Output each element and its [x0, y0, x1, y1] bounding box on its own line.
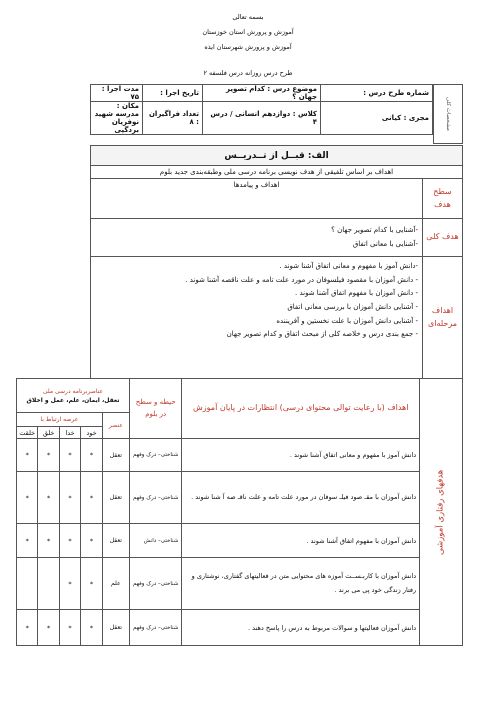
row-bloom: شناختی– درک وفهم	[130, 558, 182, 610]
row-mark: *	[81, 472, 102, 524]
bloom-header: حیطه و سطح در بلوم	[130, 379, 182, 439]
row-mark: *	[17, 610, 38, 646]
exec-duration: مدت اجرا : ۷۵	[91, 85, 143, 102]
table-row	[17, 524, 463, 558]
row-mark: *	[38, 524, 59, 558]
general-info-label: مشخصات کلی	[433, 84, 463, 144]
row-text: دانش آموزان با مقـ صود فیلـ سوفان در مورد علت تامه و علت ناقـ صه آ شنا شوند .	[182, 472, 420, 524]
row-element: تعقل	[102, 439, 129, 472]
table-row	[17, 558, 463, 610]
general-goals-label: هدف کلی	[423, 219, 463, 257]
table-row	[17, 610, 463, 646]
row-bloom: شناختی– درک وفهم	[130, 610, 182, 646]
program-header: عناصربرنامه درسی ملی	[42, 387, 104, 395]
col-creation: خلقت	[17, 427, 38, 439]
row-mark: *	[59, 472, 80, 524]
stage-goal-item: - جمع بندی درس و خلاصه کلی از مبحث اتفاق و کدام تصویر جهان	[226, 330, 418, 339]
row-mark	[38, 558, 59, 610]
place-info: مکان : مدرسه شهید نوفریان بردگپی	[91, 102, 143, 135]
city-line: آموزش و پرورش شهرستان ایذه	[204, 43, 292, 51]
row-mark: *	[38, 610, 59, 646]
row-text: دانش آموزان با کاربـســت آموزه های محتوایی متن در فعالیتهای گفتاری، نوشتاری و رفتار زندگی خود پی می برند .	[182, 558, 420, 610]
program-sub: تعقل، ایمان، علم، عمل و اخلاق	[26, 396, 120, 404]
row-element: تعقل	[102, 524, 129, 558]
row-mark: *	[81, 524, 102, 558]
row-mark: *	[17, 524, 38, 558]
connection-header: عرصه ارتباط با	[17, 413, 103, 427]
stage-goal-item: - آشنایی دانش آموزان با علت نخستین و آفریننده	[276, 316, 418, 325]
section-intro: اهداف بر اساس تلفیقی از هدف نویسی برنامه درسی ملی وطبقه‌بندی جدید بلوم	[91, 166, 463, 179]
info-table	[90, 84, 433, 135]
row-element: تعقل	[102, 610, 129, 646]
stage-goals-cell	[91, 257, 423, 379]
goal-level-label: سطح هدف	[423, 179, 463, 219]
row-mark: *	[81, 610, 102, 646]
general-goal-item: -آشنایی با معانی اتفاق	[352, 239, 418, 248]
row-bloom: شناختی– درک وفهم	[130, 439, 182, 472]
row-mark	[17, 558, 38, 610]
table-row	[17, 439, 463, 472]
table-row	[17, 472, 463, 524]
row-mark: *	[38, 439, 59, 472]
stage-goal-item: - دانش آموزان با مفهوم اتفاق آشنا شوند .	[295, 289, 418, 298]
row-bloom: شناختی– درک وفهم	[130, 472, 182, 524]
row-mark: *	[59, 558, 80, 610]
bismillah: بسمه تعالی	[232, 13, 264, 21]
row-mark: *	[59, 439, 80, 472]
row-text: دانش آموزان با مفهوم اتفاق آشنا شوند .	[182, 524, 420, 558]
col-god: خدا	[59, 427, 80, 439]
row-mark: *	[17, 472, 38, 524]
col-self: خود	[81, 427, 102, 439]
students-count: تعداد فراگیران : ۸	[143, 102, 203, 135]
stage-goal-item: - دانش آموزان با مقصود فیلسوفان در مورد علت تامه و علت ناقصه آشنا شوند .	[185, 275, 418, 284]
stage-goals-label: اهداف مرحله‌ای	[423, 257, 463, 379]
exec-date: تاریخ اجرا :	[143, 85, 203, 102]
row-mark: *	[38, 472, 59, 524]
behavioral-side-label: هدفهای رفتاری آموزشی	[420, 379, 463, 646]
row-mark: *	[59, 524, 80, 558]
row-text: دانش آموز با مفهوم و معانی اتفاق آشنا شوند .	[182, 439, 420, 472]
element-header: عنصر	[102, 413, 129, 439]
program-header-cell	[17, 379, 130, 413]
row-mark: *	[59, 610, 80, 646]
class-info: کلاس : دوازدهم انسانی / درس ۴	[203, 102, 321, 135]
general-goal-item: -آشنایی با کدام تصویر جهان ؟	[331, 225, 418, 234]
lesson-topic: موضوع درس : کدام تصویر جهان ؟	[203, 85, 321, 102]
row-mark: *	[17, 439, 38, 472]
row-bloom: شناختی– دانش	[130, 524, 182, 558]
general-goals-cell	[91, 219, 423, 257]
section-title: الف: قبــل از تــدریــس	[91, 146, 463, 166]
row-mark: *	[81, 558, 102, 610]
row-text: دانش آموزان فعالیتها و سوالات مربوط به درس را پاسخ دهند .	[182, 610, 420, 646]
col-people: خلق	[38, 427, 59, 439]
plan-title: طرح درس روزانه درس فلسفه ۲	[203, 69, 293, 77]
row-element: علم	[102, 558, 129, 610]
behavioral-goals-table	[16, 378, 463, 646]
teacher-name: مجری : کیانی	[321, 102, 433, 135]
province-line: آموزش و پرورش استان خوزستان	[202, 28, 294, 36]
plan-number: شماره طرح درس :	[321, 85, 433, 102]
goals-table	[90, 145, 463, 379]
row-element: تعقل	[102, 472, 129, 524]
stage-goal-item: - آشنایی دانش آموزان با بررسی معانی اتفاق	[287, 302, 418, 311]
goal-level-value: اهداف و پیامدها	[91, 179, 423, 219]
goals-header: اهداف (با رعایت توالی محتوای درسی) انتظارات در پایان آموزش	[182, 379, 420, 439]
row-mark: *	[81, 439, 102, 472]
stage-goal-item: -دانش آموز با مفهوم و معانی اتفاق آشنا شوند .	[279, 262, 418, 270]
